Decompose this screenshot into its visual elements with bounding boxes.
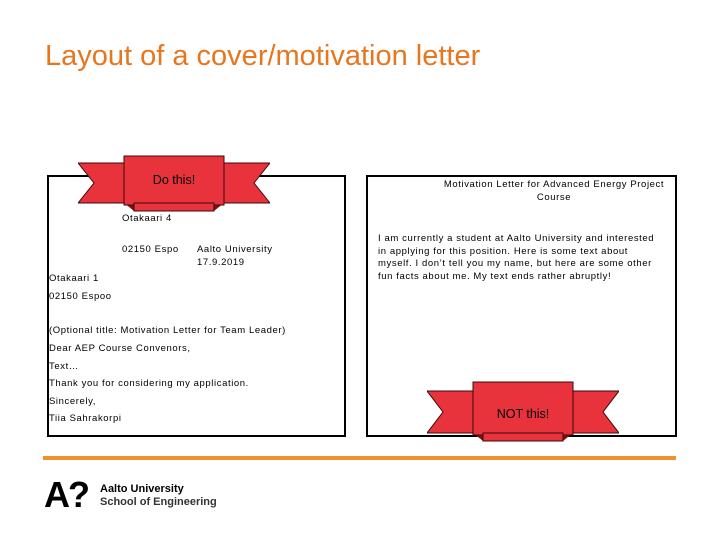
aalto-logo — [44, 474, 217, 518]
signature: Tiia Sahrakorpi — [49, 413, 122, 424]
not-this-ribbon — [427, 381, 619, 443]
address-street: Otakaari 1 — [49, 273, 99, 284]
logo-university: Aalto University — [100, 483, 184, 495]
sender-street: Otakaari 4 — [122, 213, 172, 224]
not-this-label: NOT this! — [496, 407, 550, 421]
aalto-mark: A? — [44, 474, 88, 515]
slide-title: Layout of a cover/motivation letter — [45, 40, 481, 72]
right-letter-heading: Motivation Letter for Advanced Energy Project Course — [443, 179, 665, 203]
sender-city: 02150 Espo — [122, 244, 179, 255]
thanks-line: Thank you for considering my application. — [49, 378, 249, 389]
do-this-label: Do this! — [152, 173, 196, 187]
salutation: Dear AEP Course Convenors, — [49, 343, 191, 354]
letter-body: Text… — [49, 361, 79, 372]
letter-date: 17.9.2019 — [197, 257, 245, 268]
closing: Sincerely, — [49, 396, 97, 407]
good-letter-example — [47, 175, 346, 437]
logo-school: School of Engineering — [100, 496, 217, 508]
address-city: 02150 Espoo — [49, 291, 112, 302]
optional-title: (Optional title: Motivation Letter for Team Leader) — [49, 325, 286, 336]
do-this-ribbon — [78, 155, 270, 213]
recipient-org: Aalto University — [197, 244, 273, 255]
right-letter-body: I am currently a student at Aalto University and interested in applying for this position. Here is some text about myself. I don’t tell you my name, but here are some other fun facts about me. My text ends rather abruptly! — [378, 233, 655, 282]
bottom-divider — [43, 456, 676, 460]
